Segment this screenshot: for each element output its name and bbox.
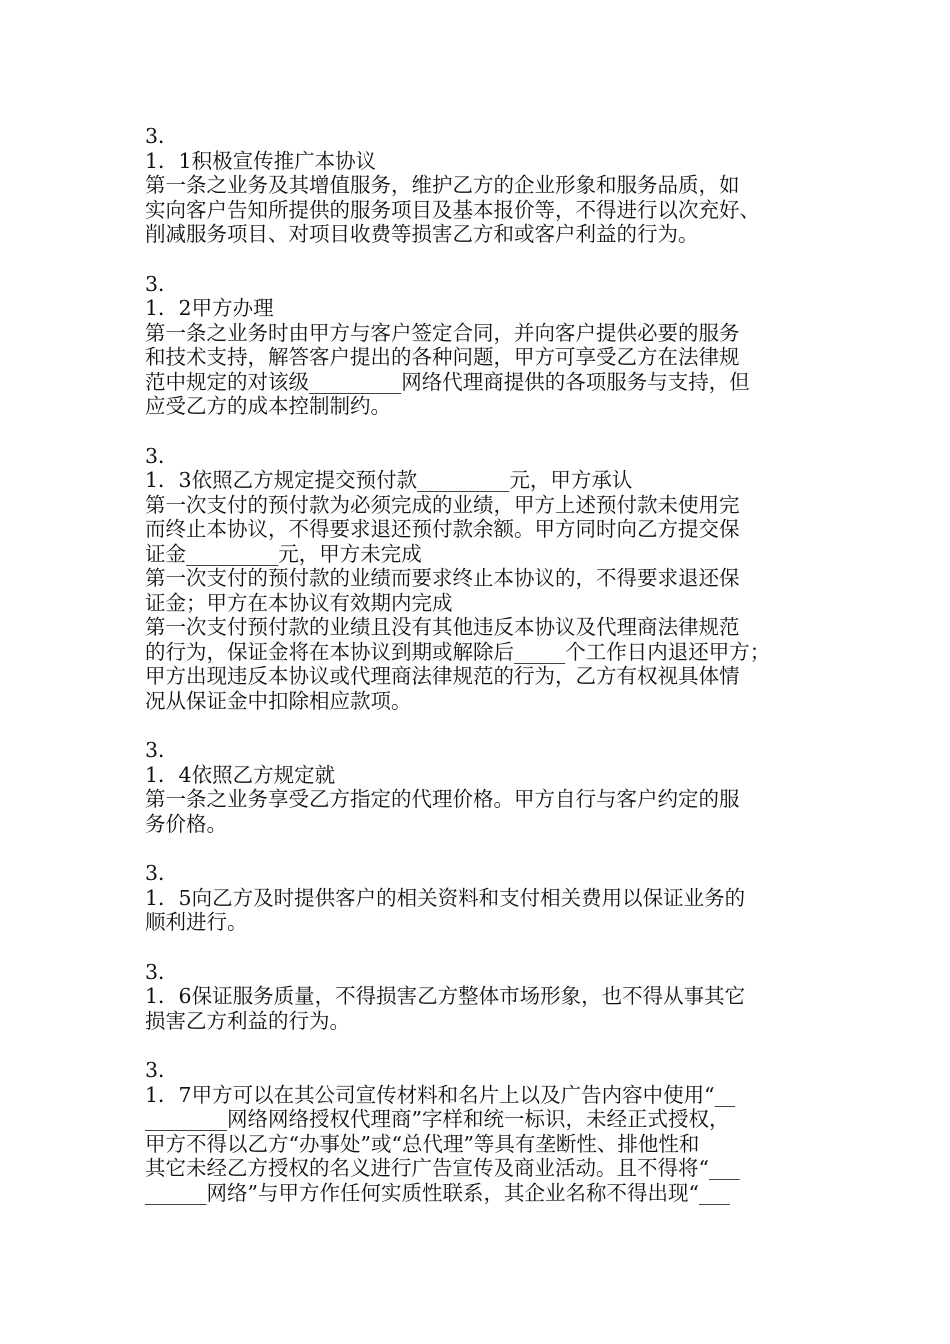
clause-text-line: 1．5向乙方及时提供客户的相关资料和支付相关费用以保证业务的 <box>145 885 746 910</box>
clause-text-line: 1．4依照乙方规定就 <box>145 762 336 787</box>
clause-text-line: 第一条之业务时由甲方与客户签定合同，并向客户提供必要的服务 <box>145 320 740 345</box>
clause-text-line: 第一条之业务享受乙方指定的代理价格。甲方自行与客户约定的服 <box>145 787 740 811</box>
clause-text-line: 1．2甲方办理 <box>145 296 274 320</box>
clause-text-line: 1．3依照乙方规定提交预付款_________元，甲方承认 <box>145 468 633 492</box>
clause-text-line: ______网络”与甲方作任何实质性联系，其企业名称不得出现“___ <box>145 1180 730 1205</box>
clause-text-line: ________网络网络授权代理商”字样和统一标识，未经正式授权， <box>145 1107 730 1131</box>
clause-section <box>145 960 815 1034</box>
clause-number: 3． <box>145 959 179 984</box>
clause-number: 3． <box>145 124 179 148</box>
document-body <box>145 124 815 1230</box>
clause-section <box>145 124 815 247</box>
clause-number: 3． <box>145 1058 179 1082</box>
clause-text-line: 第一次支付的预付款的业绩而要求终止本协议的，不得要求退还保 <box>145 566 740 590</box>
clause-section <box>145 861 815 935</box>
clause-text-line: 务价格。 <box>145 811 227 836</box>
clause-text-line: 1．7甲方可以在其公司宣传材料和名片上以及广告内容中使用“__ <box>145 1082 736 1107</box>
clause-text-line: 第一次支付预付款的业绩且没有其他违反本协议及代理商法律规范 <box>145 615 740 639</box>
clause-number: 3． <box>145 861 179 885</box>
clause-section <box>145 444 815 714</box>
clause-text-line: 证金_________元，甲方未完成 <box>145 541 422 566</box>
clause-text-line: 甲方不得以乙方“办事处”或“总代理”等具有垄断性、排他性和 <box>145 1131 700 1156</box>
clause-text-line: 应受乙方的成本控制制约。 <box>145 394 391 418</box>
clause-number: 3． <box>145 443 179 468</box>
clause-text-line: 况从保证金中扣除相应款项。 <box>145 688 412 713</box>
clause-text-line: 和技术支持，解答客户提出的各种问题，甲方可享受乙方在法律规 <box>145 345 740 369</box>
clause-text-line: 实向客户告知所提供的服务项目及基本报价等，不得进行以次充好、 <box>145 197 760 222</box>
clause-text-line: 其它未经乙方授权的名义进行广告宣传及商业活动。且不得将“___ <box>145 1156 740 1180</box>
clause-text-line: 1．1积极宣传推广本协议 <box>145 148 377 173</box>
clause-text-line: 削减服务项目、对项目收费等损害乙方和或客户利益的行为。 <box>145 222 699 246</box>
clause-text-line: 范中规定的对该级_________网络代理商提供的各项服务与支持，但 <box>145 369 750 394</box>
clause-text-line: 损害乙方利益的行为。 <box>145 1008 350 1033</box>
clause-number: 3． <box>145 271 179 296</box>
clause-text-line: 而终止本协议，不得要求退还预付款余额。甲方同时向乙方提交保 <box>145 517 740 541</box>
clause-section <box>145 272 815 419</box>
clause-number: 3． <box>145 738 179 762</box>
clause-text-line: 1．6保证服务质量，不得损害乙方整体市场形象，也不得从事其它 <box>145 984 746 1008</box>
clause-text-line: 第一次支付的预付款为必须完成的业绩，甲方上述预付款未使用完 <box>145 492 740 517</box>
clause-text-line: 的行为，保证金将在本协议到期或解除后_____个工作日内退还甲方； <box>145 639 771 664</box>
clause-text-line: 甲方出现违反本协议或代理商法律规范的行为，乙方有权视具体情 <box>145 664 740 688</box>
clause-section <box>145 1058 815 1205</box>
clause-text-line: 证金；甲方在本协议有效期内完成 <box>145 590 453 615</box>
clause-text-line: 顺利进行。 <box>145 910 248 934</box>
clause-section <box>145 738 815 836</box>
clause-text-line: 第一条之业务及其增值服务，维护乙方的企业形象和服务品质，如 <box>145 173 740 197</box>
